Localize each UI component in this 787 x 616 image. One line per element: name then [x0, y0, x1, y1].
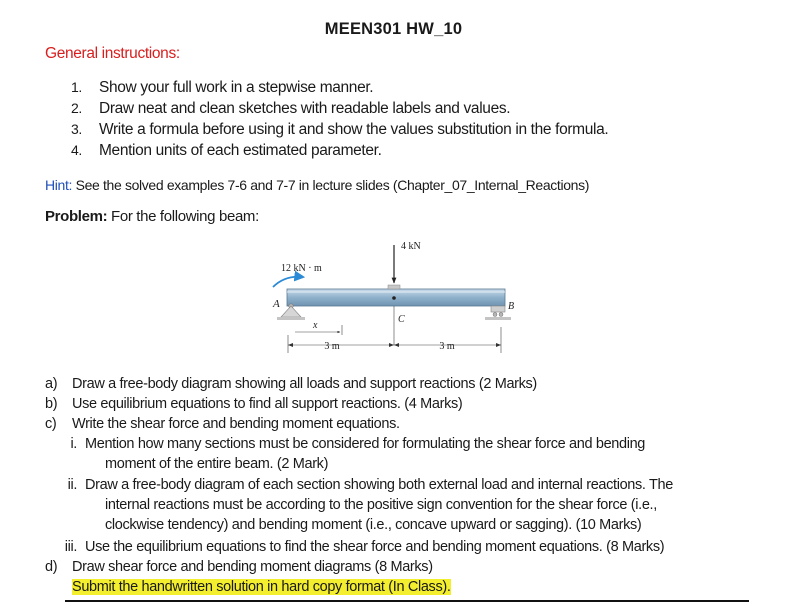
instruction-item: [71, 79, 373, 97]
subquestion-label: iii.: [64, 539, 77, 555]
instruction-number: 4.: [71, 142, 82, 158]
moment-label: 12 kN · m: [281, 263, 322, 274]
subquestion-ii-line3: clockwise tendency) and bending moment (i.e., concave upward or sagging). (10 Marks): [105, 517, 642, 533]
hint-label: Hint:: [45, 177, 73, 193]
question-a: [45, 376, 537, 392]
subquestion-i-line1: [45, 436, 645, 452]
point-b-label: B: [508, 301, 515, 312]
question-text: Draw shear force and bending moment diagrams (8 Marks): [72, 559, 433, 575]
question-label: c): [45, 416, 57, 432]
subquestion-i-line2: moment of the entire beam. (2 Mark): [105, 456, 329, 472]
question-d: [45, 559, 433, 575]
span-left-label: 3 m: [324, 341, 340, 352]
force-label: 4 kN: [401, 241, 421, 252]
beam-figure: [255, 235, 535, 365]
instruction-text: Draw neat and clean sketches with readable labels and values.: [99, 100, 511, 117]
question-label: b): [45, 396, 58, 412]
subquestion-ii-line2: internal reactions must be according to the positive sign convention for the shear force (i.e.,: [105, 497, 657, 513]
question-b: [45, 396, 462, 412]
subquestion-text: Draw a free-body diagram of each section showing both external load and internal reactions. The: [85, 477, 673, 493]
span-right-label: 3 m: [439, 341, 455, 352]
instruction-item: [71, 100, 510, 118]
question-c: [45, 416, 400, 432]
hint-line: [45, 177, 589, 193]
submit-note-line: [72, 579, 451, 595]
hint-text: See the solved examples 7-6 and 7-7 in lecture slides (Chapter_07_Internal_Reactions): [72, 177, 590, 193]
question-text: Use equilibrium equations to find all support reactions. (4 Marks): [72, 396, 463, 412]
moment-arrow: [273, 277, 303, 287]
question-text: Write the shear force and bending moment equations.: [72, 416, 400, 432]
subquestion-text: Use the equilibrium equations to find the shear force and bending moment equations. (8 Marks): [85, 539, 665, 555]
subquestion-text: Mention how many sections must be considered for formulating the shear force and bending: [85, 436, 646, 452]
point-c-label: C: [398, 314, 405, 325]
instruction-item: [71, 142, 382, 160]
subquestion-label: ii.: [67, 477, 77, 493]
instruction-number: 3.: [71, 121, 82, 137]
point-c-marker: [392, 296, 396, 300]
question-label: d): [45, 559, 58, 575]
subquestion-label: i.: [70, 436, 77, 452]
problem-text: For the following beam:: [107, 208, 259, 225]
subquestion-iii: [45, 539, 664, 555]
instruction-text: Write a formula before using it and show the values substitution in the formula.: [99, 121, 609, 138]
instruction-number: 1.: [71, 79, 82, 95]
question-label: a): [45, 376, 58, 392]
subquestion-ii-line1: [45, 477, 673, 493]
question-text: Draw a free-body diagram showing all loads and support reactions (2 Marks): [72, 376, 537, 392]
instruction-text: Mention units of each estimated parameter.: [99, 142, 382, 159]
general-instructions-heading: General instructions:: [45, 45, 180, 62]
page-title: MEEN301 HW_10: [324, 20, 463, 38]
point-a-label: A: [273, 298, 280, 310]
instruction-text: Show your full work in a stepwise manner.: [99, 79, 374, 96]
instruction-number: 2.: [71, 100, 82, 116]
submit-note: Submit the handwritten solution in hard copy format (In Class).: [72, 579, 451, 595]
x-label: x: [313, 320, 318, 331]
bottom-rule: [65, 600, 749, 602]
problem-line: [45, 208, 259, 225]
problem-label: Problem:: [45, 208, 108, 225]
instruction-item: [71, 121, 608, 139]
